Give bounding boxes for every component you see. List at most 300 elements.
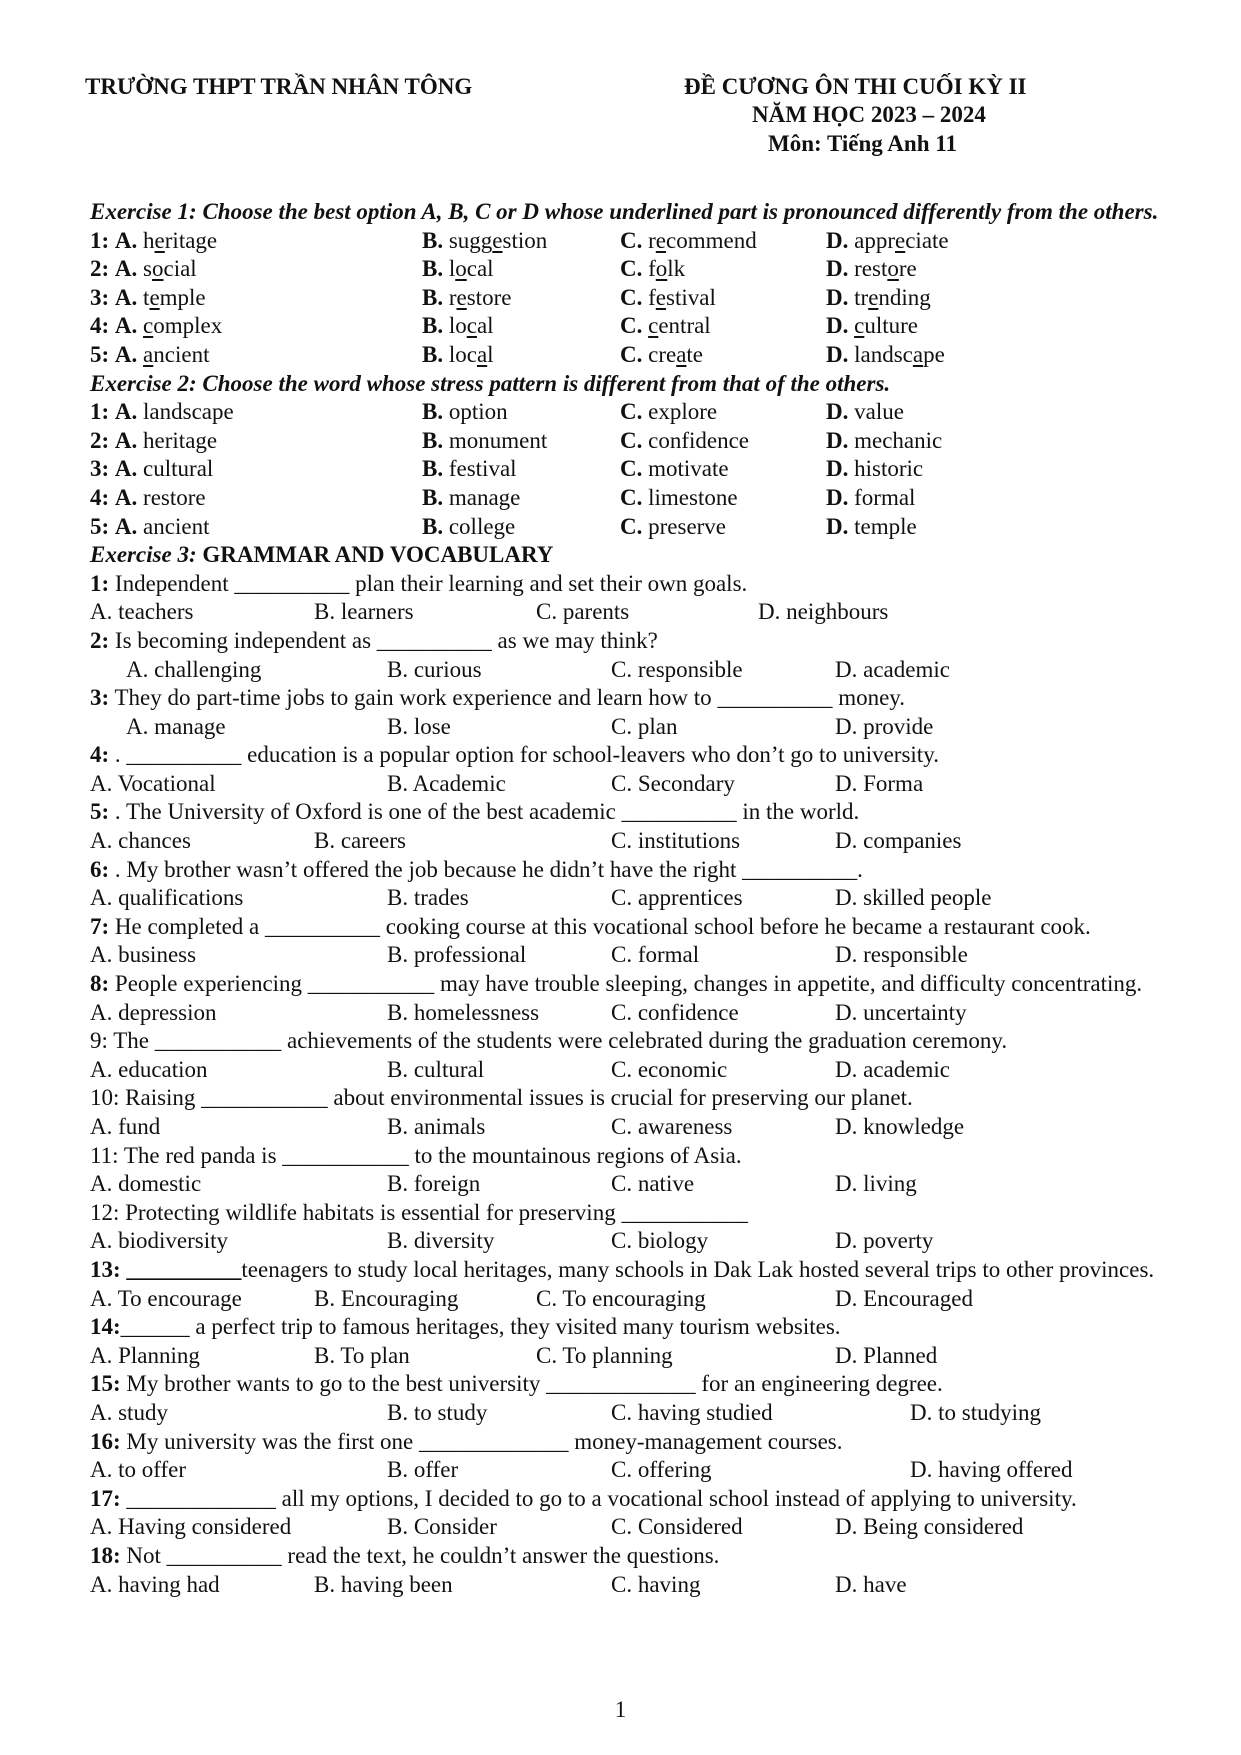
ex1-option (620, 255, 685, 284)
word-part: r (648, 227, 656, 253)
ex2-option (620, 455, 729, 484)
question-stem (90, 1313, 1185, 1342)
question-text: all my options, I decided to go to a vocational school instead of applying to university. (275, 1485, 1077, 1511)
question-text: . (109, 742, 127, 768)
answer-option[interactable]: C. offering (611, 1457, 712, 1483)
ex1-option (826, 312, 918, 341)
ex2-option (90, 484, 206, 513)
exam-content (90, 198, 1185, 1599)
answer-option[interactable]: A. fund (90, 1114, 161, 1139)
answer-options-row (90, 1285, 1185, 1314)
ex2-option (422, 427, 547, 456)
word-part: te (686, 341, 704, 367)
answer-option[interactable]: A. biodiversity (90, 1228, 228, 1254)
ex1-option (90, 227, 217, 256)
question-number: 2: (90, 627, 110, 653)
option-letter: A. (114, 341, 138, 367)
exercise-3-title (90, 541, 1185, 570)
question-number: 5: (90, 341, 110, 367)
word-part: pe (923, 341, 945, 367)
option-letter: C. (620, 284, 643, 310)
question-number: 4: (90, 313, 110, 339)
question-text: Independent (109, 570, 235, 596)
answer-option[interactable]: C. having studied (611, 1399, 773, 1425)
underlined-sound: e (492, 227, 503, 253)
answer-options-row (90, 1456, 1185, 1485)
exercise-1-colon: : (189, 199, 197, 224)
word-part: ciate (905, 227, 949, 253)
answer-blank: __________ (742, 856, 858, 882)
option-word: festival (448, 456, 517, 482)
option-letter: B. (422, 313, 444, 339)
option-letter: B. (422, 399, 444, 425)
answer-option[interactable]: A. challenging (126, 656, 262, 682)
answer-option[interactable]: A. education (90, 1056, 208, 1082)
option-letter: B. (422, 341, 444, 367)
question-text: Not (120, 1542, 167, 1568)
option-letter: A. (114, 256, 138, 282)
underlined-sound: c (466, 313, 477, 339)
underlined-sound: e (154, 227, 165, 253)
ex1-option (90, 341, 209, 370)
question-number: 3: (90, 685, 110, 711)
answer-option[interactable]: D. to studying (910, 1399, 1041, 1425)
ex1-option (826, 227, 949, 256)
question-stem (90, 1199, 1185, 1228)
option-word: option (448, 399, 508, 425)
underlined-sound: e (456, 284, 467, 310)
option-word: restore (143, 484, 206, 510)
question-stem (90, 1142, 1185, 1171)
question-text: My brother wants to go to the best university (120, 1371, 547, 1397)
answer-option[interactable]: C. apprentices (611, 885, 743, 911)
answer-option[interactable]: C. native (611, 1171, 695, 1197)
ex1-question-row (90, 341, 1185, 370)
option-letter: C. (620, 399, 643, 425)
option-letter: B. (422, 227, 444, 253)
answer-options-row (90, 713, 1185, 742)
ex2-option (826, 455, 923, 484)
question-number: 6: (90, 856, 110, 882)
option-letter: A. (114, 284, 138, 310)
answer-option[interactable]: A. manage (126, 713, 226, 739)
ex2-question-row (90, 455, 1185, 484)
question-text: about environmental issues is crucial for preserving our planet. (327, 1085, 913, 1111)
option-letter: D. (826, 427, 849, 453)
exercise-1-instruction: Choose the best option A, B, C or D whose underlined part is pronounced differently from the others. (196, 199, 1159, 224)
answer-option[interactable]: C. awareness (611, 1114, 733, 1139)
question-text: for an engineering degree. (695, 1371, 943, 1397)
question-text: education is a popular option for school-leavers who don’t go to university. (241, 742, 939, 768)
answer-option[interactable]: C. economic (611, 1056, 728, 1082)
option-letter: D. (826, 513, 849, 539)
question-text: The red panda is (118, 1142, 283, 1168)
answer-option[interactable]: A. business (90, 942, 197, 968)
ex2-option (826, 513, 917, 542)
answer-option[interactable]: A. Planning (90, 1342, 200, 1368)
question-number: 2: (90, 427, 110, 453)
answer-blank: __________ (376, 627, 492, 653)
question-text: cooking course at this vocational school before he became a restaurant cook. (380, 913, 1091, 939)
option-word: preserve (648, 513, 727, 539)
option-letter: A. (114, 456, 138, 482)
answer-option[interactable]: C. institutions (611, 828, 741, 854)
question-text: . The University of Oxford is one of the best academic (109, 799, 622, 825)
answer-options-row (90, 1342, 1185, 1371)
answer-option[interactable]: B. offer (387, 1457, 459, 1483)
word-part: s (143, 256, 152, 282)
answer-blank: __________ (234, 570, 350, 596)
question-number: 7: (90, 913, 110, 939)
question-text: Raising (119, 1085, 202, 1111)
ex2-option (620, 427, 749, 456)
answer-option[interactable]: D. Encouraged (835, 1285, 973, 1311)
question-stem (90, 1428, 1185, 1457)
option-word: explore (648, 399, 718, 425)
question-number: 1: (90, 570, 110, 596)
ex1-option (620, 284, 716, 313)
answer-option[interactable]: B. curious (387, 656, 482, 682)
question-text: to the mountainous regions of Asia. (408, 1142, 742, 1168)
underlined-sound: a (476, 341, 488, 367)
question-stem (90, 1027, 1185, 1056)
word-part: loc (448, 341, 477, 367)
word-part: entral (658, 313, 711, 339)
answer-option[interactable]: B. To plan (314, 1342, 410, 1368)
answer-option[interactable]: D. knowledge (835, 1114, 965, 1139)
ex2-option (826, 427, 942, 456)
word-part: l (487, 341, 494, 367)
answer-blank: __________ (265, 913, 380, 939)
question-stem (90, 970, 1185, 999)
question-text: . My brother wasn’t offered the job because he didn’t have the right (109, 856, 743, 882)
word-part: r (448, 284, 457, 310)
underlined-sound: e (149, 284, 160, 310)
answer-option[interactable]: A. teachers (90, 599, 194, 625)
question-number: 5: (90, 513, 110, 539)
word-part: nding (878, 284, 931, 310)
question-number: 16: (90, 1428, 121, 1454)
answer-blank: ______ (120, 1314, 190, 1340)
question-text: may have trouble sleeping, changes in appetite, and difficulty concentrating. (434, 971, 1143, 997)
option-letter: A. (114, 313, 138, 339)
answer-option[interactable]: D. provide (835, 713, 934, 739)
answer-option[interactable]: D. Being considered (835, 1514, 1024, 1540)
question-number: 9: (90, 1028, 108, 1054)
ex1-option (422, 284, 511, 313)
answer-option[interactable]: A. Having considered (90, 1514, 292, 1540)
question-text: a perfect trip to famous heritages, they visited many tourism websites. (189, 1314, 841, 1340)
answer-option[interactable]: A. domestic (90, 1171, 202, 1197)
question-number: 2: (90, 256, 110, 282)
question-text: plan their learning and set their own goals. (349, 570, 748, 596)
question-stem (90, 684, 1185, 713)
ex2-option (826, 484, 915, 513)
word-part: f (648, 284, 656, 310)
word-part: lo (448, 313, 467, 339)
answer-option[interactable]: A. Vocational (90, 770, 216, 796)
exercise-3-label: Exercise 3: (90, 542, 197, 568)
answer-blank: __________ (166, 1542, 282, 1568)
underlined-sound: e (655, 227, 667, 253)
ex1-option (422, 312, 494, 341)
answer-option[interactable]: D. responsible (835, 942, 968, 968)
underlined-sound: e (868, 284, 879, 310)
answer-option[interactable]: B. trades (387, 885, 469, 911)
option-word: monument (448, 427, 548, 453)
answer-option[interactable]: C. parents (536, 599, 630, 625)
answer-option[interactable]: D. poverty (835, 1228, 934, 1254)
ex1-option (620, 227, 757, 256)
answer-option[interactable]: A. to offer (90, 1457, 187, 1483)
answer-option[interactable]: C. To encouraging (536, 1285, 706, 1311)
question-text: Protecting wildlife habitats is essential for preserving (119, 1199, 622, 1225)
answer-options-row (90, 1399, 1185, 1428)
option-letter: C. (620, 341, 643, 367)
question-number: 1: (90, 399, 110, 425)
answer-options-row (90, 1571, 1185, 1600)
question-stem (90, 1485, 1185, 1514)
option-letter: D. (826, 484, 849, 510)
answer-option[interactable]: B. lose (387, 713, 451, 739)
question-stem (90, 741, 1185, 770)
answer-option[interactable]: B. Encouraging (314, 1285, 459, 1311)
answer-option[interactable]: D. skilled people (835, 885, 992, 911)
word-part: lk (667, 256, 686, 282)
ex2-option (422, 484, 520, 513)
ex1-option (620, 312, 711, 341)
underlined-sound: c (854, 313, 865, 339)
underlined-sound: a (676, 341, 687, 367)
option-word: heritage (143, 427, 218, 453)
answer-option[interactable]: B. professional (387, 942, 527, 968)
answer-option[interactable]: D. having offered (910, 1457, 1073, 1483)
answer-option[interactable]: C. biology (611, 1228, 709, 1254)
answer-option[interactable]: B. animals (387, 1114, 486, 1139)
question-stem (90, 1256, 1185, 1285)
question-text: Is becoming independent as (109, 627, 377, 653)
answer-option[interactable]: D. have (835, 1571, 907, 1597)
answer-option[interactable]: B. learners (314, 599, 414, 625)
word-part: commend (666, 227, 757, 253)
answer-options-row (90, 1056, 1185, 1085)
option-letter: C. (620, 313, 643, 339)
answer-options-row (90, 1170, 1185, 1199)
underlined-sound: e (895, 227, 906, 253)
answer-option[interactable]: D. uncertainty (835, 999, 967, 1025)
answer-options-row (90, 999, 1185, 1028)
answer-option[interactable]: D. neighbours (758, 599, 889, 625)
underlined-sound: e (655, 284, 667, 310)
option-word: limestone (648, 484, 738, 510)
underlined-sound: o (655, 256, 668, 282)
answer-option[interactable]: B. diversity (387, 1228, 495, 1254)
answer-option[interactable]: B. foreign (387, 1171, 481, 1197)
option-letter: A. (114, 427, 138, 453)
option-letter: B. (422, 284, 444, 310)
exercise-1-title (90, 198, 1185, 227)
answer-option[interactable]: C. plan (611, 713, 678, 739)
option-letter: B. (422, 513, 444, 539)
ex1-option (90, 312, 222, 341)
answer-blank: ___________ (154, 1028, 282, 1054)
option-word: cultural (143, 456, 214, 482)
ex2-option (620, 513, 726, 542)
ex2-option (90, 398, 234, 427)
answer-option[interactable]: C. having (611, 1571, 701, 1597)
option-word: landscape (143, 399, 234, 425)
question-stem (90, 1542, 1185, 1571)
question-text: achievements of the students were celebrated during the graduation ceremony. (281, 1028, 1008, 1054)
word-part: omplex (153, 313, 223, 339)
answer-option[interactable]: C. Secondary (611, 770, 735, 796)
answer-option[interactable]: D. Forma (835, 770, 924, 796)
question-stem (90, 1084, 1185, 1113)
word-part: store (466, 284, 512, 310)
school-name: TRƯỜNG THPT TRẦN NHÂN TÔNG (85, 74, 473, 99)
answer-blank: ___________ (307, 971, 435, 997)
question-text: The (107, 1028, 155, 1054)
question-text: in the world. (736, 799, 860, 825)
ex2-option (90, 427, 217, 456)
word-part: al (476, 313, 494, 339)
answer-blank: _____________ (546, 1371, 696, 1397)
answer-options-row (90, 1513, 1185, 1542)
answer-blank: __________ (126, 1256, 242, 1282)
ex1-option (90, 255, 197, 284)
page-number: 1 (614, 1697, 627, 1722)
option-letter: C. (620, 227, 643, 253)
answer-option[interactable]: A. chances (90, 828, 191, 854)
option-letter: B. (422, 427, 444, 453)
ex2-option (620, 484, 738, 513)
ex1-option (826, 341, 945, 370)
exercise-2-title: Exercise 2: Choose the word whose stress pattern is different from that of the others. (90, 370, 891, 396)
question-number: 13: (90, 1256, 121, 1282)
question-text: My university was the first one (120, 1428, 419, 1454)
option-word: value (854, 399, 904, 425)
answer-option[interactable]: D. academic (835, 1056, 950, 1082)
answer-options-row (90, 827, 1185, 856)
document-title: ĐỀ CƯƠNG ÔN THI CUỐI KỲ II (684, 74, 1027, 99)
answer-option[interactable]: B. Consider (387, 1514, 497, 1540)
answer-options-row (90, 884, 1185, 913)
word-part: tr (854, 284, 869, 310)
answer-options-row (90, 598, 1185, 627)
option-word: manage (448, 484, 521, 510)
answer-option[interactable]: B. careers (314, 828, 406, 854)
answer-option[interactable]: B. having been (314, 1571, 453, 1597)
question-number: 4: (90, 742, 110, 768)
subject: Môn: Tiếng Anh 11 (768, 131, 957, 156)
ex1-question-row (90, 312, 1185, 341)
answer-option[interactable]: B. to study (387, 1399, 488, 1425)
question-text: . (857, 856, 863, 882)
option-letter: D. (826, 256, 849, 282)
word-part: stion (502, 227, 548, 253)
ex2-question-row (90, 484, 1185, 513)
option-letter: D. (826, 456, 849, 482)
answer-option[interactable]: D. living (835, 1171, 917, 1197)
question-number: 15: (90, 1371, 121, 1397)
answer-option[interactable]: C. confidence (611, 999, 739, 1025)
word-part: t (143, 284, 150, 310)
question-number: 11: (90, 1142, 119, 1168)
answer-option[interactable]: A. To encourage (90, 1285, 242, 1311)
answer-option[interactable]: B. Academic (387, 770, 506, 796)
underlined-sound: a (143, 341, 154, 367)
ex1-option (620, 341, 703, 370)
question-text: He completed a (109, 913, 265, 939)
ex2-option (90, 513, 209, 542)
word-part: mple (159, 284, 206, 310)
option-word: temple (854, 513, 917, 539)
question-number: 3: (90, 456, 110, 482)
answer-blank: _____________ (419, 1428, 569, 1454)
question-text: teenagers to study local heritages, many schools in Dak Lak hosted several trips to other provinces. (241, 1256, 1155, 1282)
question-number: 3: (90, 284, 110, 310)
answer-option[interactable]: C. To planning (536, 1342, 673, 1368)
answer-option[interactable]: A. having had (90, 1571, 220, 1597)
answer-option[interactable]: A. depression (90, 999, 217, 1025)
answer-blank: ___________ (201, 1085, 328, 1111)
question-number: 1: (90, 227, 110, 253)
ex1-option (422, 341, 494, 370)
underlined-sound: c (648, 313, 659, 339)
word-part: ncient (153, 341, 210, 367)
question-stem (90, 1370, 1185, 1399)
answer-option[interactable]: D. Planned (835, 1342, 938, 1368)
option-letter: A. (114, 484, 138, 510)
ex2-question-row (90, 427, 1185, 456)
answer-blank: __________ (621, 799, 737, 825)
option-letter: B. (422, 484, 444, 510)
underlined-sound: c (143, 313, 154, 339)
answer-option[interactable]: B. homelessness (387, 999, 540, 1025)
option-letter: B. (422, 256, 444, 282)
word-part: h (143, 227, 155, 253)
answer-option[interactable]: A. qualifications (90, 885, 244, 911)
option-letter: D. (826, 313, 849, 339)
word-part: stival (666, 284, 716, 310)
word-part: f (648, 256, 656, 282)
option-letter: D. (826, 399, 849, 425)
answer-option[interactable]: A. study (90, 1399, 168, 1425)
answer-option[interactable]: C. formal (611, 942, 700, 968)
ex1-question-row (90, 255, 1185, 284)
word-part: cal (466, 256, 494, 282)
answer-blank: ___________ (621, 1199, 748, 1225)
question-text: They do part-time jobs to gain work experience and learn how to (109, 685, 718, 711)
question-stem (90, 856, 1185, 885)
answer-option[interactable]: D. academic (835, 656, 950, 682)
answer-option[interactable]: B. cultural (387, 1056, 485, 1082)
question-number: 4: (90, 484, 110, 510)
answer-option[interactable]: C. responsible (611, 656, 743, 682)
ex1-option (826, 284, 931, 313)
question-text: People experiencing (109, 971, 308, 997)
answer-option[interactable]: C. Considered (611, 1514, 743, 1540)
option-letter: B. (422, 456, 444, 482)
question-stem (90, 627, 1185, 656)
answer-option[interactable]: D. companies (835, 828, 962, 854)
question-number: 8: (90, 971, 110, 997)
option-letter: C. (620, 256, 643, 282)
ex2-question-row (90, 513, 1185, 542)
exercise-3-heading: GRAMMAR AND VOCABULARY (196, 542, 554, 568)
word-part: cial (163, 256, 197, 282)
ex1-question-row (90, 284, 1185, 313)
